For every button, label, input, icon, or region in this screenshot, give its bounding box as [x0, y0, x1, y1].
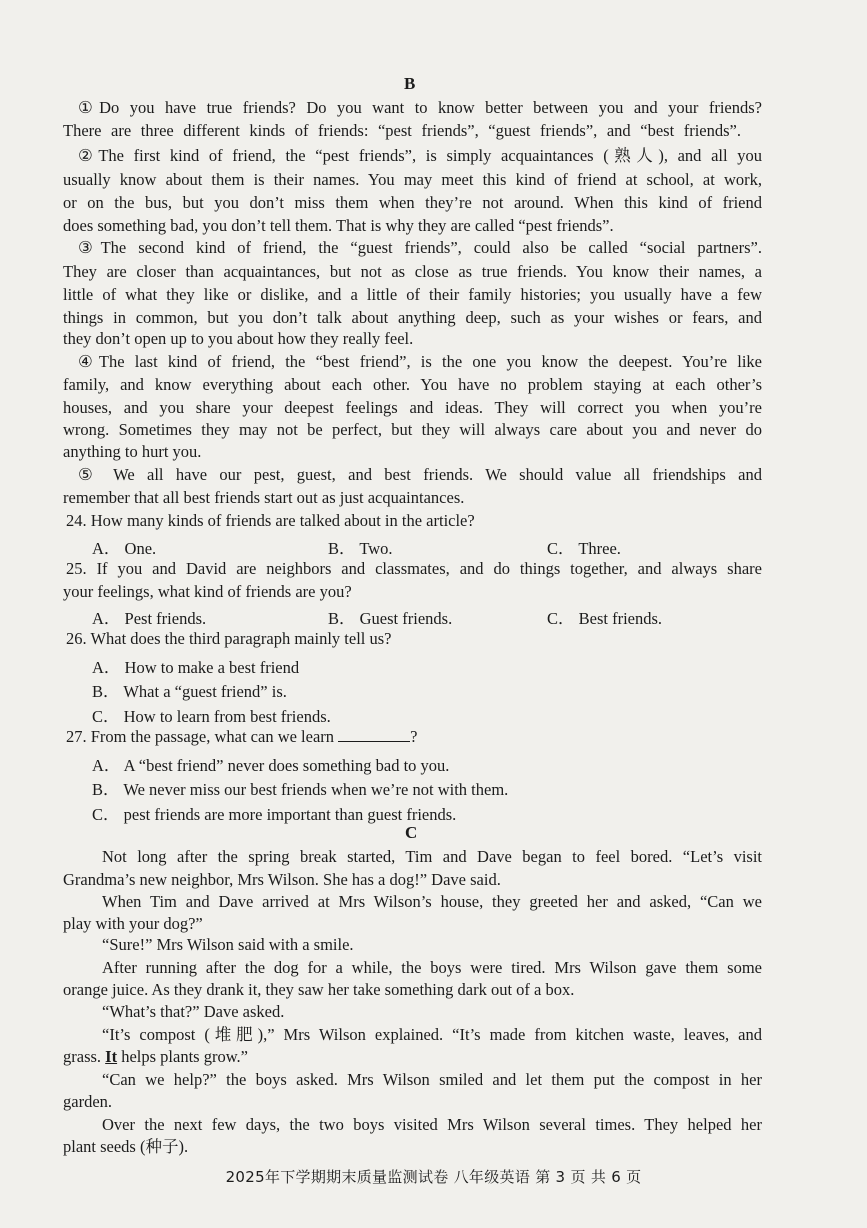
question-25-option-a: A． Pest friends.: [92, 609, 207, 628]
question-25-option-b: B． Guest friends.: [328, 609, 453, 628]
question-27-stem-end: ?: [410, 727, 418, 746]
question-25-stem: 25. If you and David are neighbors and classmates, and do things together, and always share: [66, 559, 762, 578]
passage-c-line: plant seeds (种子).: [63, 1137, 189, 1156]
question-27-option-b: B． We never miss our best friends when we’re not with them.: [92, 780, 509, 799]
passage-b-line: does something bad, you don’t tell them. That is why they are called “pest friends”.: [63, 216, 614, 235]
passage-b-line: usually know about them is their names. You may meet this kind of friend at school, at work,: [63, 170, 762, 189]
question-26-option-b: B． What a “guest friend” is.: [92, 682, 287, 701]
question-24-option-a: A． One.: [92, 539, 157, 558]
question-27-option-a: A． A “best friend” never does something bad to you.: [92, 756, 450, 775]
passage-c-text: helps plants grow.”: [117, 1047, 248, 1066]
passage-b-line: houses, and you share your deepest feelings and ideas. They will correct you when you’re: [63, 398, 762, 417]
question-24-stem: 24. How many kinds of friends are talked about in the article?: [66, 511, 475, 530]
passage-c-line: Over the next few days, the two boys visited Mrs Wilson several times. They helped her: [102, 1115, 762, 1134]
question-25-option-c: C． Best friends.: [547, 609, 663, 628]
passage-c-text: grass.: [63, 1047, 106, 1066]
passage-b-line: They are closer than acquaintances, but not as close as true friends. You know their names, a: [63, 262, 762, 281]
passage-b-line: ②The first kind of friend, the “pest friends”, is simply acquaintances (熟人), and all you: [78, 146, 762, 165]
question-26-option-c: C． How to learn from best friends.: [92, 707, 331, 726]
passage-c-line: “Sure!” Mrs Wilson said with a smile.: [102, 935, 354, 954]
passage-c-line: After running after the dog for a while, the boys were tired. Mrs Wilson gave them some: [102, 958, 762, 977]
passage-b-line: There are three different kinds of friends: “pest friends”, “guest friends”, and “best friends”.: [63, 121, 741, 140]
passage-c-line: When Tim and Dave arrived at Mrs Wilson’s house, they greeted her and asked, “Can we: [102, 892, 762, 911]
question-27-stem-text: 27. From the passage, what can we learn: [66, 727, 339, 746]
passage-b-line: family, and know everything about each other. You have no problem staying at each other’s: [63, 375, 762, 394]
passage-b-line: or on the bus, but you don’t miss them when they’re not around. When this kind of friend: [63, 193, 762, 212]
question-26-option-a: A． How to make a best friend: [92, 658, 300, 677]
passage-c-line: [63, 1047, 248, 1067]
underlined-pronoun: It: [105, 1047, 118, 1066]
passage-c-line: orange juice. As they drank it, they saw her take something dark out of a box.: [63, 980, 575, 999]
question-24-option-c: C． Three.: [547, 539, 621, 558]
passage-b-line: ⑤ We all have our pest, guest, and best friends. We should value all friendships and: [78, 465, 762, 484]
passage-c-line: play with your dog?”: [63, 914, 203, 933]
question-24-option-b: B． Two.: [328, 539, 393, 558]
passage-b-line: wrong. Sometimes they may not be perfect, but they will always care about you and never do: [63, 420, 762, 439]
passage-c-line: “What’s that?” Dave asked.: [102, 1002, 285, 1021]
answer-blank: [338, 727, 410, 742]
question-26-stem: 26. What does the third paragraph mainly tell us?: [66, 629, 392, 648]
passage-b-line: little of what they like or dislike, and a little of their family histories; you usually have a few: [63, 285, 762, 304]
section-c-heading: C: [405, 823, 418, 842]
passage-b-line: ①Do you have true friends? Do you want to know better between you and your friends?: [78, 98, 762, 117]
passage-b-line: anything to hurt you.: [63, 442, 202, 461]
passage-b-line: ③The second kind of friend, the “guest friends”, could also be called “social partners”.: [78, 238, 762, 257]
section-b-heading: B: [404, 74, 416, 93]
question-27-stem: [66, 727, 418, 747]
passage-c-line: “Can we help?” the boys asked. Mrs Wilson smiled and let them put the compost in her: [102, 1070, 762, 1089]
passage-c-line: garden.: [63, 1092, 113, 1111]
question-25-stem-cont: your feelings, what kind of friends are you?: [63, 582, 352, 601]
passage-c-line: “It’s compost (堆肥),” Mrs Wilson explained. “It’s made from kitchen waste, leaves, and: [102, 1025, 762, 1044]
passage-c-line: Grandma’s new neighbor, Mrs Wilson. She has a dog!” Dave said.: [63, 870, 501, 889]
passage-b-line: they don’t open up to you about how they really feel.: [63, 329, 414, 348]
passage-b-line: things in common, but you don’t talk about anything deep, such as your wishes or fears, and: [63, 308, 762, 327]
question-27-option-c: C． pest friends are more important than guest friends.: [92, 805, 457, 824]
page-footer: 2025年下学期期末质量监测试卷 八年级英语 第 3 页 共 6 页: [225, 1168, 642, 1186]
passage-c-line: Not long after the spring break started, Tim and Dave began to feel bored. “Let’s visit: [102, 847, 762, 866]
passage-b-line: remember that all best friends start out as just acquaintances.: [63, 488, 465, 507]
passage-b-line: ④The last kind of friend, the “best friend”, is the one you know the deepest. You’re like: [78, 352, 762, 371]
